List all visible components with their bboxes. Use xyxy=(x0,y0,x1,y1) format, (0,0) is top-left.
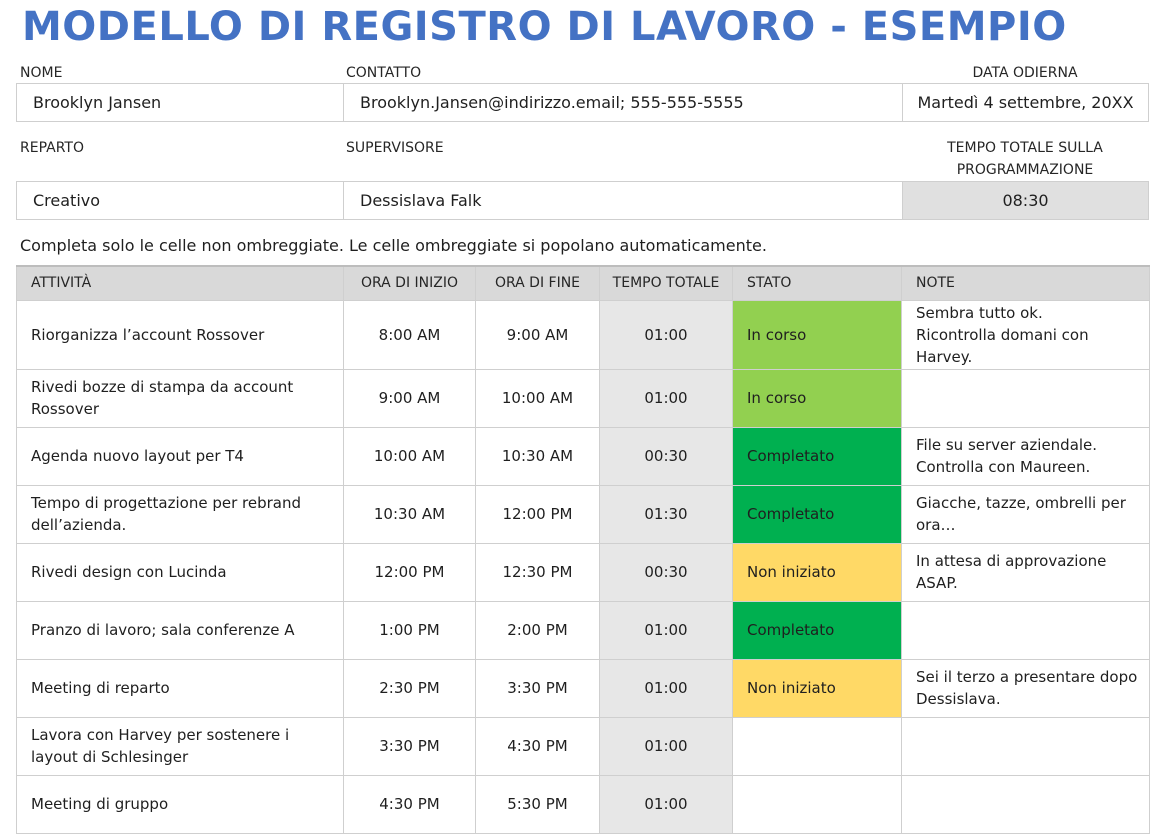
table-row xyxy=(17,659,1150,717)
work-log-table xyxy=(16,265,1150,834)
start-time-cell[interactable]: 12:00 PM xyxy=(344,543,476,601)
status-cell[interactable] xyxy=(733,717,902,775)
page-title: MODELLO DI REGISTRO DI LAVORO - ESEMPIO xyxy=(22,4,1067,50)
note-cell[interactable] xyxy=(902,717,1150,775)
contact-field[interactable]: Brooklyn.Jansen@indirizzo.email; 555-555-5555 xyxy=(343,83,903,122)
column-header-status: STATO xyxy=(733,266,902,300)
status-cell[interactable] xyxy=(733,775,902,833)
task-cell[interactable]: Meeting di gruppo xyxy=(17,775,344,833)
note-cell[interactable]: Giacche, tazze, ombrelli per ora… xyxy=(902,485,1150,543)
total-time-cell: 01:00 xyxy=(600,659,733,717)
note-cell[interactable]: File su server aziendale. Controlla con Maureen. xyxy=(902,427,1150,485)
department-label: REPARTO xyxy=(20,140,84,156)
status-cell[interactable]: In corso xyxy=(733,369,902,427)
end-time-cell[interactable]: 5:30 PM xyxy=(476,775,600,833)
total-time-cell: 01:00 xyxy=(600,775,733,833)
column-header-total: TEMPO TOTALE xyxy=(600,266,733,300)
note-cell[interactable] xyxy=(902,601,1150,659)
start-time-cell[interactable]: 10:00 AM xyxy=(344,427,476,485)
supervisor-label: SUPERVISORE xyxy=(346,140,444,156)
status-cell[interactable]: Completato xyxy=(733,485,902,543)
task-cell[interactable]: Pranzo di lavoro; sala conferenze A xyxy=(17,601,344,659)
end-time-cell[interactable]: 4:30 PM xyxy=(476,717,600,775)
supervisor-field[interactable]: Dessislava Falk xyxy=(343,181,903,220)
total-scheduled-value: 08:30 xyxy=(902,181,1149,220)
total-time-cell: 01:30 xyxy=(600,485,733,543)
name-field[interactable]: Brooklyn Jansen xyxy=(16,83,344,122)
column-header-start: ORA DI INIZIO xyxy=(344,266,476,300)
start-time-cell[interactable]: 2:30 PM xyxy=(344,659,476,717)
note-cell[interactable] xyxy=(902,369,1150,427)
department-field[interactable]: Creativo xyxy=(16,181,344,220)
task-cell[interactable]: Meeting di reparto xyxy=(17,659,344,717)
table-row xyxy=(17,775,1150,833)
status-cell[interactable]: Completato xyxy=(733,427,902,485)
total-time-cell: 01:00 xyxy=(600,601,733,659)
table-header-row xyxy=(17,266,1150,300)
column-header-notes: NOTE xyxy=(902,266,1150,300)
contact-label: CONTATTO xyxy=(346,65,422,81)
status-cell[interactable]: Non iniziato xyxy=(733,543,902,601)
end-time-cell[interactable]: 12:00 PM xyxy=(476,485,600,543)
task-cell[interactable]: Rivedi bozze di stampa da account Rossover xyxy=(17,369,344,427)
total-time-cell: 00:30 xyxy=(600,427,733,485)
start-time-cell[interactable]: 8:00 AM xyxy=(344,300,476,369)
task-cell[interactable]: Rivedi design con Lucinda xyxy=(17,543,344,601)
end-time-cell[interactable]: 9:00 AM xyxy=(476,300,600,369)
status-cell[interactable]: In corso xyxy=(733,300,902,369)
total-time-cell: 01:00 xyxy=(600,369,733,427)
column-header-task: ATTIVITÀ xyxy=(17,266,344,300)
start-time-cell[interactable]: 1:00 PM xyxy=(344,601,476,659)
task-cell[interactable]: Tempo di progettazione per rebrand dell’azienda. xyxy=(17,485,344,543)
start-time-cell[interactable]: 10:30 AM xyxy=(344,485,476,543)
task-cell[interactable]: Lavora con Harvey per sostenere i layout di Schlesinger xyxy=(17,717,344,775)
date-label: DATA ODIERNA xyxy=(972,65,1078,81)
table-row xyxy=(17,601,1150,659)
note-cell[interactable] xyxy=(902,775,1150,833)
end-time-cell[interactable]: 3:30 PM xyxy=(476,659,600,717)
end-time-cell[interactable]: 10:30 AM xyxy=(476,427,600,485)
end-time-cell[interactable]: 10:00 AM xyxy=(476,369,600,427)
end-time-cell[interactable]: 2:00 PM xyxy=(476,601,600,659)
task-cell[interactable]: Agenda nuovo layout per T4 xyxy=(17,427,344,485)
note-cell[interactable]: Sei il terzo a presentare dopo Dessislava. xyxy=(902,659,1150,717)
table-row xyxy=(17,485,1150,543)
table-row xyxy=(17,369,1150,427)
total-time-cell: 01:00 xyxy=(600,300,733,369)
table-row xyxy=(17,427,1150,485)
start-time-cell[interactable]: 4:30 PM xyxy=(344,775,476,833)
status-cell[interactable]: Non iniziato xyxy=(733,659,902,717)
table-row xyxy=(17,717,1150,775)
table-row xyxy=(17,543,1150,601)
end-time-cell[interactable]: 12:30 PM xyxy=(476,543,600,601)
name-label: NOME xyxy=(20,65,63,81)
start-time-cell[interactable]: 3:30 PM xyxy=(344,717,476,775)
note-cell[interactable]: Sembra tutto ok. Ricontrolla domani con Harvey. xyxy=(902,300,1150,369)
date-field[interactable]: Martedì 4 settembre, 20XX xyxy=(902,83,1149,122)
table-row xyxy=(17,300,1150,369)
note-cell[interactable]: In attesa di approvazione ASAP. xyxy=(902,543,1150,601)
instructions-text: Completa solo le celle non ombreggiate. Le celle ombreggiate si popolano automaticamente. xyxy=(20,236,767,255)
task-cell[interactable]: Riorganizza l’account Rossover xyxy=(17,300,344,369)
total-time-cell: 00:30 xyxy=(600,543,733,601)
start-time-cell[interactable]: 9:00 AM xyxy=(344,369,476,427)
status-cell[interactable]: Completato xyxy=(733,601,902,659)
column-header-end: ORA DI FINE xyxy=(476,266,600,300)
total-time-cell: 01:00 xyxy=(600,717,733,775)
total-scheduled-label: TEMPO TOTALE SULLA PROGRAMMAZIONE xyxy=(947,140,1103,178)
